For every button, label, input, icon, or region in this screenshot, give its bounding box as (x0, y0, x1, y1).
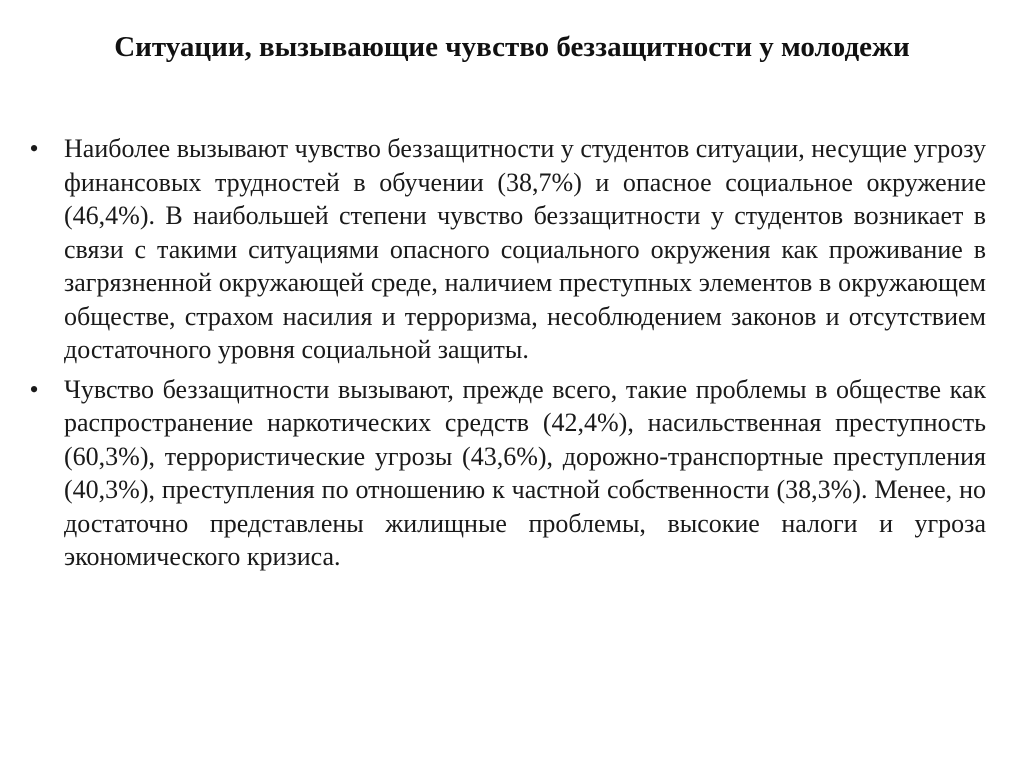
bullet-marker: • (29, 374, 39, 404)
bullet-item-society-problems (24, 373, 986, 574)
bullet-list (24, 132, 986, 580)
bullet-marker: • (29, 134, 39, 163)
slide-title: Ситуации, вызывающие чувство беззащитности у молодежи (114, 31, 910, 63)
bullet-item-financial-social (24, 132, 986, 367)
bullet-text: Чувство беззащитности вызывают, прежде всего, такие проблемы в обществе как распространение наркотических средств (42,4%), насильственная преступность (60,3%), террористические угрозы (43,6%), дорожно-транспортные преступления (40,3%), преступления по отношению к частной собственности (38,3%). Менее, но достаточно представлены жилищные проблемы, высокие налоги и угроза экономического кризиса. (64, 374, 986, 571)
bullet-text: Наиболее вызывают чувство беззащитности у студентов ситуации, несущие угрозу финансовых трудностей в обучении (38,7%) и опасное социальное окружение (46,4%). В наибольшей степени чувство беззащитности у студентов возникает в связи с такими ситуациями опасного социального окружения как проживание в загрязненной окружающей среде, наличием преступных элементов в окружающем обществе, страхом насилия и терроризма, несоблюдением законов и отсутствием достаточного уровня социальной защиты. (64, 134, 986, 364)
